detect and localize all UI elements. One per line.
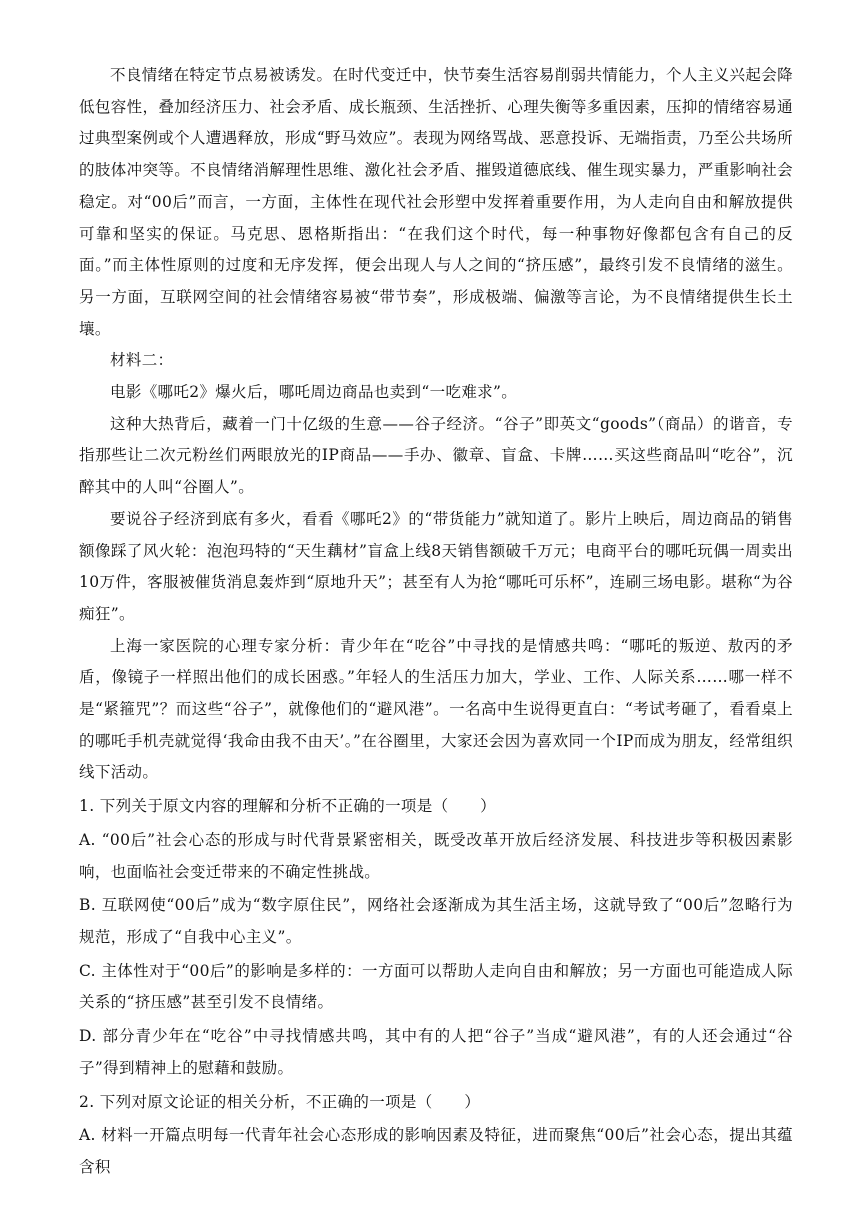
question-1-stem: 1. 下列关于原文内容的理解和分析不正确的一项是（ ） <box>79 797 497 816</box>
question-1-option-a: A. “00后”社会心态的形成与时代背景紧密相关，既受改革开放后经济发展、科技进步等积极因素影响，也面临社会变迁带来的不确定性挑战。 <box>79 830 793 881</box>
paragraph-nezha-intro: 电影《哪吒2》爆火后，哪吒周边商品也卖到“一吃难求”。 <box>110 383 518 402</box>
material-two-heading: 材料二： <box>110 351 174 370</box>
question-1-option-c: C. 主体性对于“00后”的影响是多样的：一方面可以帮助人走向自由和解放；另一方面也可能造成人际关系的“挤压感”甚至引发不良情绪。 <box>79 961 793 1012</box>
question-1-option-d: D. 部分青少年在“吃谷”中寻找情感共鸣，其中有的人把“谷子”当成“避风港”，有的人还会通过“谷子”得到精神上的慰藉和鼓励。 <box>79 1027 793 1077</box>
paragraph-sales: 要说谷子经济到底有多火，看看《哪吒2》的“带货能力”就知道了。影片上映后，周边商品的销售额像踩了风火轮：泡泡玛特的“天生藕材”盲盒上线8天销售额破千万元；电商平台的哪吒玩偶一周卖出10万件，客服被催货消息轰炸到“原地升天”；甚至有人为抢“哪吒可乐杯”，连刷三场电影。堪称“为谷痴狂”。 <box>79 509 793 623</box>
question-2-option-a: A. 材料一开篇点明每一代青年社会心态形成的影响因素及特征，进而聚焦“00后”社会心态，提出其蕴含积 <box>79 1126 793 1176</box>
question-2-stem: 2. 下列对原文论证的相关分析，不正确的一项是（ ） <box>79 1092 481 1111</box>
question-1-option-b: B. 互联网使“00后”成为“数字原住民”，网络社会逐渐成为其生活主场，这就导致了“00后”忽略行为规范，形成了“自我中心主义”。 <box>79 896 793 946</box>
paragraph-negative-emotion: 不良情绪在特定节点易被诱发。在时代变迁中，快节奏生活容易削弱共情能力，个人主义兴起会降低包容性，叠加经济压力、社会矛盾、成长瓶颈、生活挫折、心理失衡等多重因素，压抑的情绪容易通过典型案例或个人遭遇释放，形成“野马效应”。表现为网络骂战、恶意投诉、无端指责，乃至公共场所的肢体冲突等。不良情绪消解理性思维、激化社会矛盾、摧毁道德底线、催生现实暴力，严重影响社会稳定。对“00后”而言，一方面，主体性在现代社会形塑中发挥着重要作用，为人走向自由和解放提供可靠和坚实的保证。马克思、恩格斯指出：“在我们这个时代，每一种事物好像都包含有自己的反面。”而主体性原则的过度和无序发挥，便会出现人与人之间的“挤压感”，最终引发不良情绪的滋生。另一方面，互联网空间的社会情绪容易被“带节奏”，形成极端、偏激等言论，为不良情绪提供生长土壤。 <box>79 66 793 338</box>
document-page <box>79 60 793 1184</box>
paragraph-guzi-economy: 这种大热背后，藏着一门十亿级的生意——谷子经济。“谷子”即英文“goods”（商品）的谐音，专指那些让二次元粉丝们两眼放光的IP商品——手办、徽章、盲盒、卡牌……买这些商品叫“吃谷”，沉醉其中的人叫“谷圈人”。 <box>79 414 793 497</box>
paragraph-psychologist: 上海一家医院的心理专家分析：青少年在“吃谷”中寻找的是情感共鸣：“哪吒的叛逆、敖丙的矛盾，像镜子一样照出他们的成长困惑。”年轻人的生活压力加大，学业、工作、人际关系……哪一样不是“紧箍咒”？而这些“谷子”，就像他们的“避风港”。一名高中生说得更直白：“考试考砸了，看看桌上的哪吒手机壳就觉得‘我命由我不由天’。”在谷圈里，大家还会因为喜欢同一个IP而成为朋友，经常组织线下活动。 <box>79 636 793 782</box>
